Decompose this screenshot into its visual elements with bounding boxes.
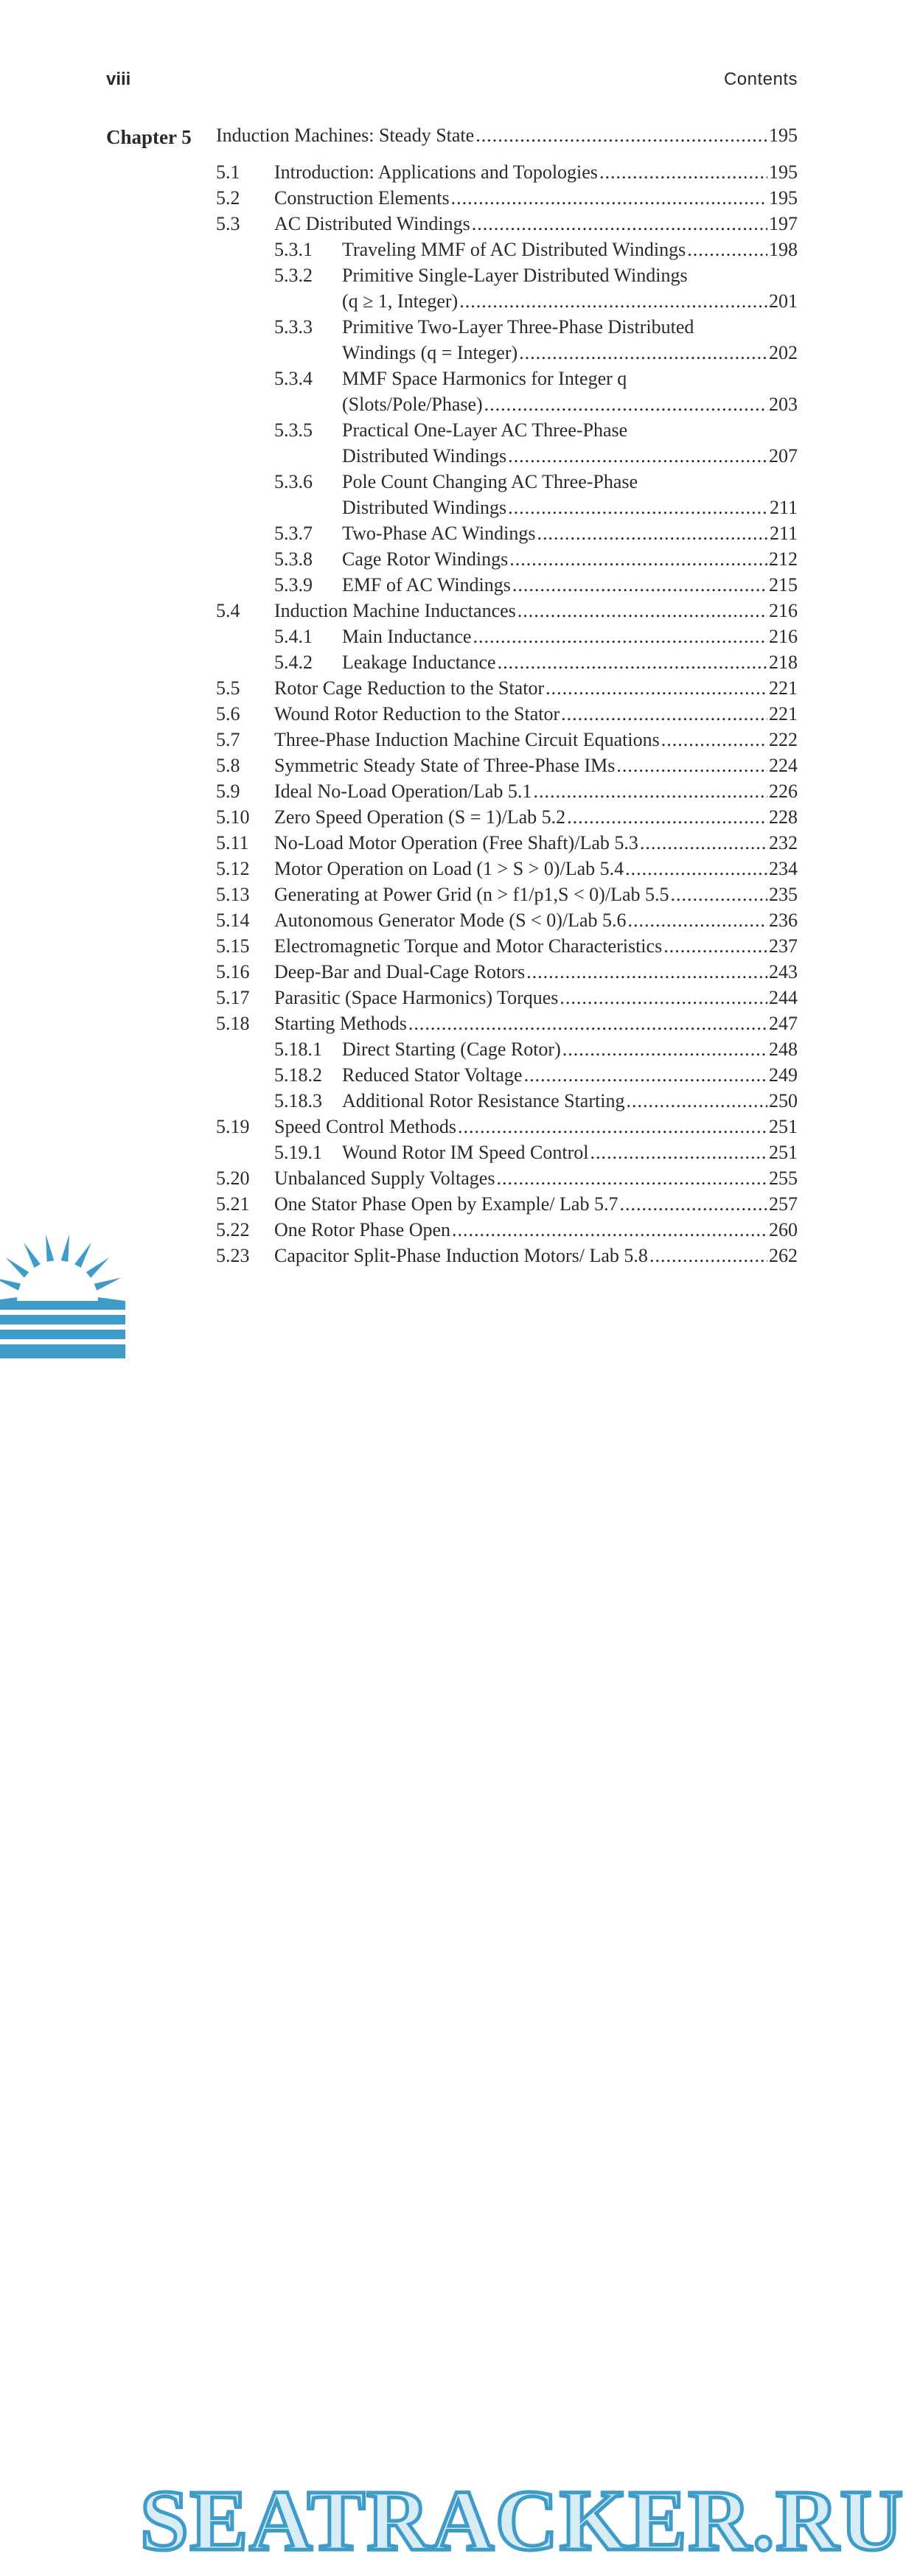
entry-line (216, 122, 798, 148)
entry-line (274, 675, 798, 701)
page-ref: 195 (769, 161, 798, 183)
dot-leader (561, 701, 767, 727)
entry-line (274, 185, 798, 211)
dot-leader (687, 237, 767, 262)
entry-title: Construction Elements (274, 187, 450, 209)
page-ref: 243 (769, 961, 798, 982)
toc-subsection-entry (0, 288, 906, 314)
toc-subsection-entry (0, 1139, 906, 1165)
section-number: 5.3.6 (274, 471, 313, 492)
watermark (0, 1227, 906, 2569)
page-ref: 248 (769, 1039, 798, 1060)
section-number: 5.15 (216, 935, 250, 957)
page-ref: 244 (769, 987, 798, 1008)
section-number: 5.3 (216, 213, 240, 234)
entry-line (274, 1191, 798, 1217)
dot-leader (567, 804, 767, 830)
page-ref: 237 (769, 935, 798, 957)
toc-section-entry (0, 211, 906, 237)
dot-leader (640, 830, 767, 856)
section-number: 5.14 (216, 910, 250, 931)
entry-title: Wound Rotor IM Speed Control (342, 1142, 589, 1163)
chapter-entry (0, 122, 906, 148)
page-ref: 224 (769, 755, 798, 776)
toc-section-entry (0, 727, 906, 753)
dot-leader (509, 546, 767, 572)
entry-title: Three-Phase Induction Machine Circuit Equations (274, 729, 660, 750)
entry-title: Windings (q = Integer) (342, 342, 518, 363)
entry-line (274, 1165, 798, 1191)
entry-title: Speed Control Methods (274, 1116, 456, 1137)
toc-subsection-entry (0, 417, 906, 443)
page-ref: 221 (769, 677, 798, 699)
entry-line (342, 1062, 798, 1088)
page-ref: 221 (769, 703, 798, 725)
dot-leader (562, 1036, 767, 1062)
entry-line (274, 882, 798, 907)
entry-line (274, 933, 798, 959)
entry-line (342, 572, 798, 598)
section-number: 5.8 (216, 755, 240, 776)
section-number: 5.9 (216, 781, 240, 802)
entry-line (274, 778, 798, 804)
entry-title: Unbalanced Supply Voltages (274, 1167, 495, 1189)
entry-title: Additional Rotor Resistance Starting (342, 1090, 625, 1111)
toc-section-entry (0, 985, 906, 1010)
dot-leader (475, 122, 767, 148)
toc-section-entry (0, 1010, 906, 1036)
page-ref: 216 (769, 600, 798, 621)
dot-leader (496, 1165, 767, 1191)
dot-leader (537, 520, 768, 546)
toc-subsection-entry (0, 520, 906, 546)
sun-ray (6, 1257, 29, 1278)
entry-title: Main Inductance (342, 626, 472, 647)
dot-leader (473, 624, 767, 649)
page-ref: 249 (769, 1064, 798, 1086)
entry-line (274, 804, 798, 830)
entry-title: Autonomous Generator Mode (S < 0)/Lab 5.6 (274, 910, 627, 931)
toc-section-entry (0, 675, 906, 701)
section-number: 5.19 (216, 1116, 250, 1137)
page-number: viii (106, 69, 131, 89)
section-number: 5.13 (216, 884, 250, 905)
section-number: 5.3.1 (274, 239, 313, 260)
entry-title: One Stator Phase Open by Example/ Lab 5.7 (274, 1193, 618, 1215)
entry-title: EMF of AC Windings (342, 574, 511, 596)
entry-title: Distributed Windings (342, 497, 507, 518)
section-number: 5.4 (216, 600, 240, 621)
section-number: 5.18.3 (274, 1090, 322, 1111)
dot-leader (599, 159, 767, 185)
sun-ray (0, 1278, 21, 1291)
toc-section-entry (0, 159, 906, 185)
sun-logo-icon (0, 1227, 906, 1358)
watermark-text: SEATRACKER.RU (140, 2472, 905, 2569)
entry-title: Practical One-Layer AC Three-Phase (342, 419, 628, 441)
page-ref: 251 (769, 1142, 798, 1163)
section-number: 5.4.1 (274, 626, 313, 647)
entry-title: Starting Methods (274, 1013, 407, 1034)
entry-title: Traveling MMF of AC Distributed Windings (342, 239, 686, 260)
entry-line (342, 1088, 798, 1114)
entry-line (342, 366, 798, 391)
toc-subsection-entry (0, 469, 906, 495)
section-number: 5.4.2 (274, 652, 313, 673)
entry-line (274, 701, 798, 727)
toc-subsection-entry (0, 1062, 906, 1088)
page-ref: 195 (769, 125, 798, 146)
page-ref: 203 (769, 394, 798, 415)
page-ref: 250 (769, 1090, 798, 1111)
entry-line (342, 520, 798, 546)
page-ref: 212 (769, 548, 798, 570)
toc-subsection-entry (0, 366, 906, 391)
section-number: 5.5 (216, 677, 240, 699)
section-number: 5.3.4 (274, 368, 313, 389)
entry-line (342, 340, 798, 366)
dot-leader (671, 882, 768, 907)
dot-leader (458, 1114, 767, 1139)
entry-line (342, 624, 798, 649)
entry-title: No-Load Motor Operation (Free Shaft)/Lab 5.3 (274, 832, 638, 854)
dot-leader (519, 340, 767, 366)
toc-subsection-entry (0, 495, 906, 520)
entry-line (274, 985, 798, 1010)
section-number: 5.6 (216, 703, 240, 725)
sun-ray (94, 1278, 122, 1291)
entry-title: Electromagnetic Torque and Motor Characteristics (274, 935, 663, 957)
entry-line (342, 237, 798, 262)
entry-title: Primitive Single-Layer Distributed Windings (342, 265, 688, 286)
dot-leader (524, 1062, 767, 1088)
toc-subsection-entry (0, 649, 906, 675)
dot-leader (459, 288, 767, 314)
toc-subsection-entry (0, 624, 906, 649)
toc-subsection-entry (0, 314, 906, 340)
running-head: Contents (723, 69, 798, 89)
sun-ray (46, 1234, 54, 1262)
section-number: 5.18.1 (274, 1039, 322, 1060)
section-number: 5.2 (216, 187, 240, 209)
entry-title: Introduction: Applications and Topologies (274, 161, 598, 183)
entry-line (342, 288, 798, 314)
sun-ray (74, 1242, 91, 1268)
dot-leader (625, 856, 767, 882)
dot-leader (661, 727, 767, 753)
entry-line (274, 959, 798, 985)
dot-leader (508, 443, 767, 469)
toc-section-entry (0, 598, 906, 624)
toc-section-entry (0, 701, 906, 727)
page-ref: 218 (769, 652, 798, 673)
entry-line (342, 391, 798, 417)
dot-leader (663, 933, 767, 959)
page-ref: 211 (769, 497, 798, 518)
section-number: 5.21 (216, 1193, 250, 1215)
entry-title: Motor Operation on Load (1 > S > 0)/Lab 5.4 (274, 858, 624, 879)
page-ref: 234 (769, 858, 798, 879)
entry-title: Rotor Cage Reduction to the Stator (274, 677, 545, 699)
entry-line (342, 469, 798, 495)
section-number: 5.3.2 (274, 265, 313, 286)
entry-line (342, 262, 798, 288)
entry-line (274, 211, 798, 237)
toc-section-entry (0, 753, 906, 778)
dot-leader (508, 495, 768, 520)
entry-line (274, 830, 798, 856)
section-number: 5.10 (216, 806, 250, 828)
entry-title: Wound Rotor Reduction to the Stator (274, 703, 560, 725)
entry-title: Symmetric Steady State of Three-Phase IMs (274, 755, 616, 776)
section-number: 5.11 (216, 832, 249, 854)
entry-title: Zero Speed Operation (S = 1)/Lab 5.2 (274, 806, 566, 828)
section-number: 5.20 (216, 1167, 250, 1189)
toc-section-entry (0, 933, 906, 959)
dot-leader (408, 1010, 767, 1036)
entry-title: Reduced Stator Voltage (342, 1064, 523, 1086)
page-ref: 226 (769, 781, 798, 802)
dot-leader (484, 391, 767, 417)
toc-subsection-entry (0, 572, 906, 598)
section-number: 5.18 (216, 1013, 250, 1034)
page-ref: 216 (769, 626, 798, 647)
page-ref: 211 (769, 523, 798, 544)
dot-leader (451, 185, 767, 211)
entry-line (274, 159, 798, 185)
entry-line (342, 649, 798, 675)
entry-title: (Slots/Pole/Phase) (342, 394, 483, 415)
entry-title: Capacitor Split-Phase Induction Motors/ Lab 5.8 (274, 1245, 648, 1266)
toc-section-entry (0, 830, 906, 856)
dot-leader (472, 211, 767, 237)
page-ref: 232 (769, 832, 798, 854)
page-ref: 202 (769, 342, 798, 363)
dot-leader (498, 649, 767, 675)
section-number: 5.3.7 (274, 523, 313, 544)
toc-section-entry (0, 856, 906, 882)
toc-subsection-entry (0, 262, 906, 288)
toc-subsection-entry (0, 1036, 906, 1062)
page-ref: 255 (769, 1167, 798, 1189)
section-number: 5.23 (216, 1245, 250, 1266)
sun-ray (61, 1234, 69, 1262)
entry-line (342, 546, 798, 572)
section-number: 5.16 (216, 961, 250, 982)
toc-section-entry (0, 907, 906, 933)
sun-ray (24, 1242, 41, 1268)
page-ref: 228 (769, 806, 798, 828)
entry-title: Ideal No-Load Operation/Lab 5.1 (274, 781, 532, 802)
entry-line (342, 417, 798, 443)
entry-title: Induction Machines: Steady State (216, 125, 475, 146)
dot-leader (619, 1191, 767, 1217)
entry-line (342, 1139, 798, 1165)
toc-section-entry (0, 185, 906, 211)
toc-section-entry (0, 804, 906, 830)
section-number: 5.3.9 (274, 574, 313, 596)
dot-leader (526, 959, 767, 985)
entry-title: AC Distributed Windings (274, 213, 470, 234)
entry-line (342, 314, 798, 340)
entry-title: Pole Count Changing AC Three-Phase (342, 471, 638, 492)
section-number: 5.17 (216, 987, 250, 1008)
entry-line (274, 856, 798, 882)
toc-section-entry (0, 1191, 906, 1217)
section-number: 5.1 (216, 161, 240, 183)
entry-line (274, 907, 798, 933)
sun-ray (86, 1257, 110, 1278)
dot-leader (616, 753, 767, 778)
page-ref: 197 (769, 213, 798, 234)
section-number: 5.7 (216, 729, 240, 750)
entry-line (274, 598, 798, 624)
dot-leader (533, 778, 767, 804)
entry-line (274, 1114, 798, 1139)
entry-title: Generating at Power Grid (n > f1/p1,S < 0)/Lab 5.5 (274, 884, 669, 905)
dot-leader (512, 572, 767, 598)
page-ref: 207 (769, 445, 798, 467)
dot-leader (628, 907, 767, 933)
entry-line (342, 495, 798, 520)
entry-title: Direct Starting (Cage Rotor) (342, 1039, 561, 1060)
page-ref: 222 (769, 729, 798, 750)
toc-subsection-entry (0, 237, 906, 262)
page-ref: 215 (769, 574, 798, 596)
section-number: 5.3.3 (274, 316, 313, 338)
page-header (0, 66, 906, 96)
toc-subsection-entry (0, 391, 906, 417)
entry-line (274, 727, 798, 753)
dot-leader (518, 598, 767, 624)
page-ref: 235 (769, 884, 798, 905)
entry-title: Distributed Windings (342, 445, 507, 467)
entry-title: Two-Phase AC Windings (342, 523, 536, 544)
toc-subsection-entry (0, 340, 906, 366)
entry-line (274, 753, 798, 778)
entry-line (274, 1010, 798, 1036)
toc-section-entry (0, 1165, 906, 1191)
entry-title: Leakage Inductance (342, 652, 496, 673)
page-ref: 262 (769, 1245, 798, 1266)
page-ref: 201 (769, 290, 798, 312)
entry-title: MMF Space Harmonics for Integer q (342, 368, 627, 389)
toc-subsection-entry (0, 1088, 906, 1114)
section-number: 5.3.8 (274, 548, 313, 570)
dot-leader (590, 1139, 767, 1165)
section-number: 5.19.1 (274, 1142, 322, 1163)
section-number: 5.12 (216, 858, 250, 879)
page-ref: 247 (769, 1013, 798, 1034)
section-number: 5.22 (216, 1219, 250, 1240)
dot-leader (560, 985, 767, 1010)
dot-leader (546, 675, 767, 701)
toc-section-entry (0, 1114, 906, 1139)
page-ref: 257 (769, 1193, 798, 1215)
entry-title: (q ≥ 1, Integer) (342, 290, 459, 312)
page-ref: 198 (769, 239, 798, 260)
page-ref: 251 (769, 1116, 798, 1137)
chapter-label: Chapter 5 (106, 126, 192, 148)
entry-title: Induction Machine Inductances (274, 600, 516, 621)
toc-section-entry (0, 778, 906, 804)
toc-section-entry (0, 959, 906, 985)
entry-title: Primitive Two-Layer Three-Phase Distributed (342, 316, 694, 338)
section-number: 5.18.2 (274, 1064, 322, 1086)
entry-title: Cage Rotor Windings (342, 548, 509, 570)
entry-title: Deep-Bar and Dual-Cage Rotors (274, 961, 526, 982)
entry-line (342, 443, 798, 469)
toc-subsection-entry (0, 546, 906, 572)
section-number: 5.3.5 (274, 419, 313, 441)
toc-section-entry (0, 882, 906, 907)
page-ref: 236 (769, 910, 798, 931)
page-ref: 260 (769, 1219, 798, 1240)
entry-title: Parasitic (Space Harmonics) Torques (274, 987, 559, 1008)
page-ref: 195 (769, 187, 798, 209)
toc-subsection-entry (0, 443, 906, 469)
entry-title: One Rotor Phase Open (274, 1219, 451, 1240)
entry-line (342, 1036, 798, 1062)
dot-leader (626, 1088, 767, 1114)
